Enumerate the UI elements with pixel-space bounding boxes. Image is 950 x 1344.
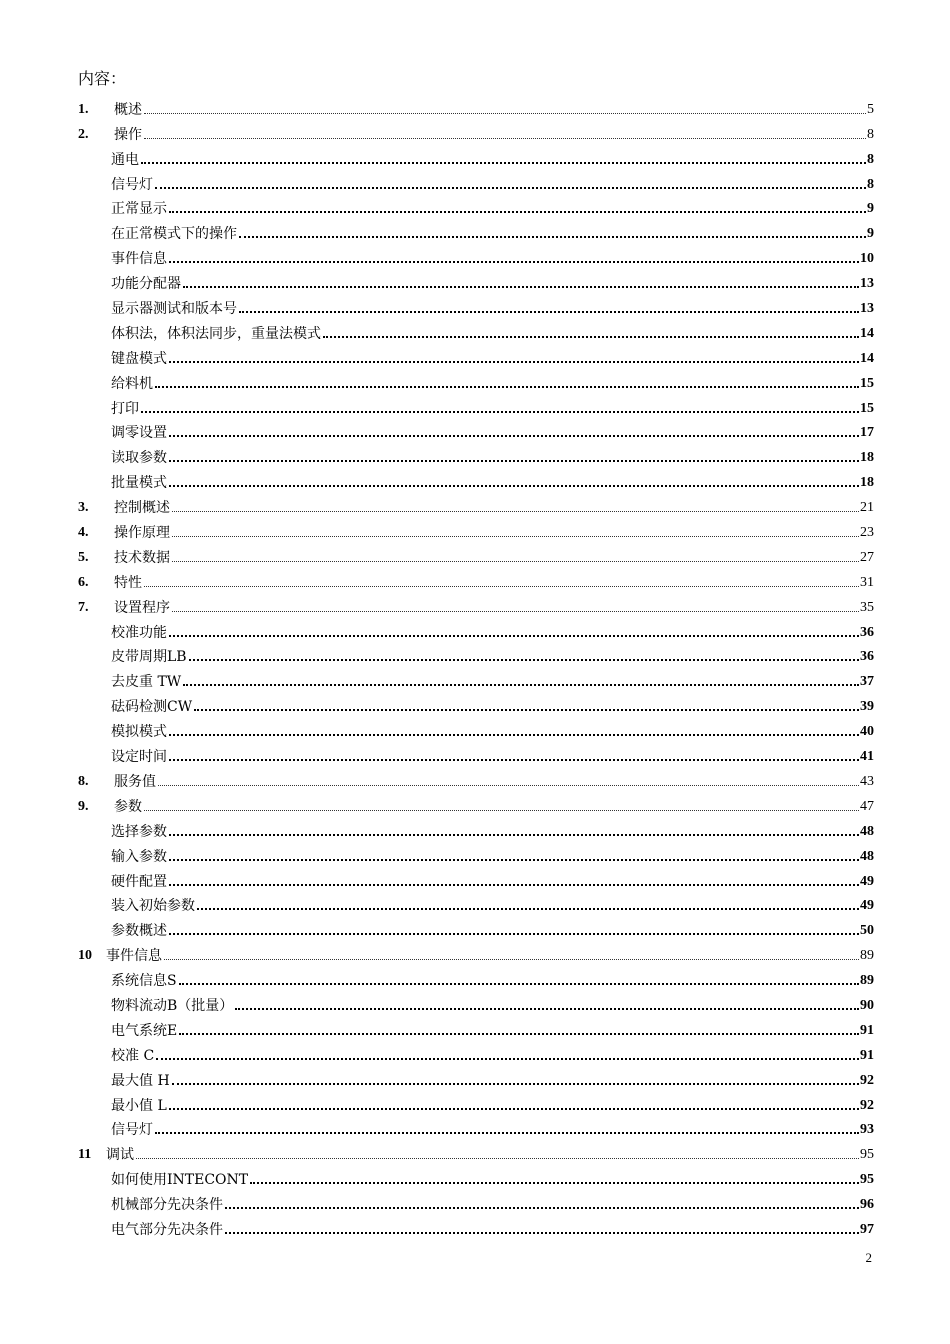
toc-entry[interactable] <box>78 666 874 691</box>
toc-entry-page: 8 <box>867 176 874 192</box>
toc-entry[interactable] <box>78 841 874 866</box>
toc-entry-label: 输入参数 <box>111 848 167 865</box>
toc-entry-label: 通电 <box>111 151 139 168</box>
toc-entry[interactable] <box>78 1115 874 1140</box>
toc-entry[interactable] <box>78 716 874 741</box>
toc-entry-page: 89 <box>860 973 874 989</box>
dot-leader <box>169 625 859 639</box>
toc-entry-page: 91 <box>860 1047 874 1063</box>
dot-leader <box>144 799 859 813</box>
toc-entry[interactable] <box>78 915 874 940</box>
toc-entry-page: 15 <box>860 400 874 416</box>
dot-leader <box>169 351 859 365</box>
toc-entry-label: 硬件配置 <box>111 873 167 890</box>
dot-leader <box>172 525 859 539</box>
toc-entry-number: 1. <box>78 101 89 117</box>
toc-entry[interactable] <box>78 1015 874 1040</box>
toc-entry-label: 显示器测试和版本号 <box>111 301 237 318</box>
toc-entry[interactable] <box>78 866 874 891</box>
toc-entry-label: 设置程序 <box>114 599 170 616</box>
toc-entry[interactable] <box>78 243 874 268</box>
toc-entry-label: 最大值 H <box>111 1072 170 1089</box>
dot-leader <box>169 824 859 838</box>
dot-leader <box>169 724 859 738</box>
dot-leader <box>172 600 859 614</box>
toc-entry[interactable] <box>78 418 874 443</box>
toc-entry[interactable] <box>78 169 874 194</box>
dot-leader <box>169 251 859 265</box>
toc-entry-number: 10 <box>78 948 92 964</box>
toc-entry-label: 信号灯 <box>111 1122 153 1139</box>
dot-leader <box>183 674 859 688</box>
toc-entry-page: 10 <box>860 251 874 267</box>
toc-entry-page: 93 <box>860 1122 874 1138</box>
dot-leader <box>172 550 859 564</box>
toc-entry-label: 系统信息S <box>111 973 177 990</box>
toc-entry-page: 97 <box>860 1221 874 1237</box>
dot-leader <box>169 849 859 863</box>
toc-entry[interactable] <box>78 1164 874 1189</box>
dot-leader <box>179 973 859 987</box>
toc-entry-label: 概述 <box>114 101 142 118</box>
toc-entry[interactable] <box>78 816 874 841</box>
toc-entry-page: 95 <box>860 1147 874 1163</box>
toc-entry[interactable] <box>78 617 874 642</box>
dot-leader <box>144 575 859 589</box>
toc-entry[interactable] <box>78 144 874 169</box>
dot-leader <box>141 152 866 166</box>
dot-leader <box>179 1023 859 1037</box>
toc-entry-page: 40 <box>860 724 874 740</box>
dot-leader <box>155 177 866 191</box>
toc-entry[interactable] <box>78 940 874 965</box>
toc-entry[interactable] <box>78 1065 874 1090</box>
toc-entry[interactable] <box>78 492 874 517</box>
toc-entry-label: 信号灯 <box>111 176 153 193</box>
toc-entry-page: 15 <box>860 375 874 391</box>
toc-entry[interactable] <box>78 467 874 492</box>
toc-entry-page: 13 <box>860 301 874 317</box>
dot-leader <box>141 401 859 415</box>
toc-entry-label: 电气部分先决条件 <box>111 1221 223 1238</box>
dot-leader <box>197 898 859 912</box>
toc-entry-label: 物料流动B（批量） <box>111 997 234 1014</box>
toc-entry-label: 批量模式 <box>111 475 167 492</box>
dot-leader <box>169 201 866 215</box>
toc-entry[interactable] <box>78 368 874 393</box>
toc-entry-page: 49 <box>860 898 874 914</box>
toc-entry[interactable] <box>78 393 874 418</box>
toc-entry-label: 选择参数 <box>111 823 167 840</box>
dot-leader <box>155 1122 859 1136</box>
toc-entry-page: 23 <box>860 525 874 541</box>
dot-leader <box>172 500 859 514</box>
toc-entry[interactable] <box>78 293 874 318</box>
toc-entry-number: 6. <box>78 574 89 590</box>
dot-leader <box>144 127 866 141</box>
dot-leader <box>225 1222 859 1236</box>
toc-entry-number: 7. <box>78 599 89 615</box>
toc-entry-label: 皮带周期LB <box>111 649 187 666</box>
dot-leader <box>169 450 859 464</box>
toc-entry-page: 39 <box>860 699 874 715</box>
dot-leader <box>158 774 859 788</box>
toc-entry-page: 37 <box>860 674 874 690</box>
toc-entry[interactable] <box>78 442 874 467</box>
toc-entry-number: 8. <box>78 773 89 789</box>
toc-entry-page: 18 <box>860 450 874 466</box>
toc-entry-page: 91 <box>860 1022 874 1038</box>
toc-entry-page: 89 <box>860 948 874 964</box>
toc-entry[interactable] <box>78 741 874 766</box>
toc-entry[interactable] <box>78 691 874 716</box>
toc-entry[interactable] <box>78 1040 874 1065</box>
dot-leader <box>172 1073 859 1087</box>
toc-entry-label: 正常显示 <box>111 201 167 218</box>
dot-leader <box>189 649 859 663</box>
toc-entry-page: 95 <box>860 1172 874 1188</box>
toc-entry-page: 50 <box>860 923 874 939</box>
dot-leader <box>144 102 866 116</box>
toc-entry-number: 11 <box>78 1147 92 1163</box>
page-number: 2 <box>865 1250 872 1265</box>
toc-entry-number: 3. <box>78 500 89 516</box>
toc-entry[interactable] <box>78 1090 874 1115</box>
toc-entry-page: 41 <box>860 749 874 765</box>
toc-entry-label: 调试 <box>106 1147 134 1164</box>
toc-entry-page: 17 <box>860 425 874 441</box>
toc-entry-label: 在正常模式下的操作 <box>111 226 237 243</box>
toc-entry-label: 给料机 <box>111 375 153 392</box>
toc-entry[interactable] <box>78 343 874 368</box>
dot-leader <box>235 998 859 1012</box>
toc-entry-page: 21 <box>860 500 874 516</box>
toc-entry-page: 49 <box>860 873 874 889</box>
table-of-contents <box>78 94 874 1239</box>
toc-entry-page: 8 <box>867 126 874 142</box>
toc-entry[interactable] <box>78 318 874 343</box>
toc-entry[interactable] <box>78 1189 874 1214</box>
toc-entry-page: 9 <box>867 226 874 242</box>
toc-entry-label: 如何使用INTECONT <box>111 1172 249 1189</box>
toc-entry[interactable] <box>78 218 874 243</box>
toc-entry-label: 技术数据 <box>114 549 170 566</box>
toc-entry-page: 5 <box>867 101 874 117</box>
dot-leader <box>169 475 859 489</box>
toc-entry-page: 92 <box>860 1097 874 1113</box>
toc-entry[interactable] <box>78 567 874 592</box>
toc-entry[interactable] <box>78 791 874 816</box>
toc-entry-page: 14 <box>860 350 874 366</box>
toc-entry-page: 90 <box>860 997 874 1013</box>
toc-entry-label: 读取参数 <box>111 450 167 467</box>
toc-entry-label: 功能分配器 <box>111 276 181 293</box>
dot-leader <box>169 874 859 888</box>
dot-leader <box>183 276 859 290</box>
dot-leader <box>239 301 859 315</box>
toc-entry-page: 36 <box>860 649 874 665</box>
toc-entry-page: 36 <box>860 624 874 640</box>
toc-entry-label: 体积法，体积法同步，重量法模式 <box>111 325 321 342</box>
toc-entry-label: 机械部分先决条件 <box>111 1197 223 1214</box>
toc-entry-label: 参数概述 <box>111 923 167 940</box>
dot-leader <box>250 1172 859 1186</box>
toc-entry-page: 48 <box>860 848 874 864</box>
dot-leader <box>164 948 859 962</box>
toc-entry-number: 5. <box>78 549 89 565</box>
toc-entry-label: 操作原理 <box>114 525 170 542</box>
toc-entry-label: 控制概述 <box>114 500 170 517</box>
toc-entry[interactable] <box>78 990 874 1015</box>
toc-entry-label: 校准功能 <box>111 624 167 641</box>
toc-entry-page: 9 <box>867 201 874 217</box>
toc-entry[interactable] <box>78 642 874 667</box>
toc-entry[interactable] <box>78 766 874 791</box>
toc-entry[interactable] <box>78 542 874 567</box>
toc-entry[interactable] <box>78 891 874 916</box>
toc-entry[interactable] <box>78 94 874 119</box>
dot-leader <box>169 1098 859 1112</box>
toc-entry-page: 13 <box>860 276 874 292</box>
toc-entry-page: 43 <box>860 773 874 789</box>
toc-entry-page: 92 <box>860 1072 874 1088</box>
toc-entry-number: 9. <box>78 798 89 814</box>
dot-leader <box>155 376 859 390</box>
dot-leader <box>136 1147 859 1161</box>
toc-entry-label: 设定时间 <box>111 749 167 766</box>
toc-entry-page: 14 <box>860 325 874 341</box>
toc-entry[interactable] <box>78 1139 874 1164</box>
toc-entry-label: 服务值 <box>114 773 156 790</box>
dot-leader <box>169 923 859 937</box>
toc-entry-page: 35 <box>860 599 874 615</box>
toc-entry-number: 2. <box>78 126 89 142</box>
toc-entry-label: 特性 <box>114 574 142 591</box>
toc-entry-label: 操作 <box>114 126 142 143</box>
toc-entry-page: 18 <box>860 475 874 491</box>
toc-entry-page: 31 <box>860 574 874 590</box>
dot-leader <box>156 1048 859 1062</box>
toc-entry[interactable] <box>78 1214 874 1239</box>
toc-entry-label: 事件信息 <box>111 251 167 268</box>
toc-entry-label: 电气系统E <box>111 1022 178 1039</box>
toc-entry-label: 键盘模式 <box>111 350 167 367</box>
toc-entry-label: 去皮重 TW <box>111 674 182 691</box>
toc-entry-label: 调零设置 <box>111 425 167 442</box>
toc-entry-label: 事件信息 <box>106 948 162 965</box>
toc-entry-page: 27 <box>860 549 874 565</box>
dot-leader <box>225 1197 859 1211</box>
toc-entry[interactable] <box>78 965 874 990</box>
dot-leader <box>169 425 859 439</box>
toc-entry-label: 最小值 L <box>111 1097 167 1114</box>
toc-entry-page: 8 <box>867 151 874 167</box>
toc-entry[interactable] <box>78 268 874 293</box>
toc-entry-label: 砝码检测CW <box>111 699 193 716</box>
toc-entry-label: 打印 <box>111 400 139 417</box>
toc-entry-label: 校准 C <box>111 1047 155 1064</box>
toc-entry-page: 48 <box>860 823 874 839</box>
toc-entry[interactable] <box>78 119 874 144</box>
toc-entry-number: 4. <box>78 525 89 541</box>
toc-entry-page: 47 <box>860 798 874 814</box>
toc-entry-label: 参数 <box>114 798 142 815</box>
dot-leader <box>323 326 859 340</box>
toc-entry[interactable] <box>78 194 874 219</box>
toc-entry-label: 模拟模式 <box>111 724 167 741</box>
toc-title: 内容： <box>78 69 127 88</box>
toc-entry[interactable] <box>78 592 874 617</box>
toc-entry-label: 装入初始参数 <box>111 898 195 915</box>
dot-leader <box>169 749 859 763</box>
dot-leader <box>239 226 866 240</box>
toc-entry-page: 96 <box>860 1197 874 1213</box>
toc-entry[interactable] <box>78 517 874 542</box>
dot-leader <box>194 699 859 713</box>
